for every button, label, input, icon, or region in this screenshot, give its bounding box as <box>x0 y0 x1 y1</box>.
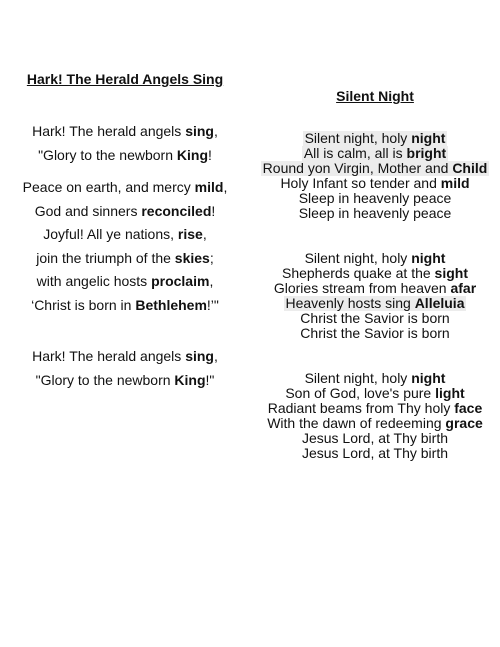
lyric-text-run <box>302 430 448 446</box>
lyric-line <box>250 371 500 386</box>
lyric-line <box>250 131 500 146</box>
bold-word: night <box>411 250 446 266</box>
silent-night-title: Silent Night <box>336 88 414 104</box>
lyric-line <box>0 273 250 290</box>
bold-word: Child <box>452 160 488 176</box>
lyric-text: , <box>223 179 228 195</box>
lyric-text: !’" <box>206 297 219 313</box>
lyric-line <box>250 311 500 326</box>
lyric-text: Shepherds quake at the <box>281 265 435 281</box>
lyric-text: Heavenly hosts sing <box>285 295 415 311</box>
lyric-text-run <box>267 415 483 431</box>
stanza <box>250 131 500 221</box>
bold-word: grace <box>445 415 483 431</box>
lyric-line <box>0 147 250 164</box>
lyric-line <box>250 251 500 266</box>
lyric-text: , <box>202 226 207 242</box>
lyric-line <box>250 446 500 461</box>
bold-word: rise <box>177 226 203 242</box>
highlighted-text <box>302 146 448 161</box>
lyric-line <box>0 203 250 220</box>
lyric-text: Hark! The herald angels <box>32 123 186 139</box>
lyric-line <box>250 176 500 191</box>
bold-word: night <box>411 370 446 386</box>
lyric-line <box>250 296 500 311</box>
bold-word: sing <box>185 123 214 139</box>
highlighted-text <box>303 131 448 146</box>
lyric-text: ! <box>208 147 212 163</box>
lyric-text: , <box>209 273 214 289</box>
bold-word: proclaim <box>151 273 210 289</box>
lyric-line <box>250 431 500 446</box>
lyric-text-run <box>305 370 446 386</box>
lyric-line <box>0 123 250 140</box>
lyric-text: Glories stream from heaven <box>273 280 451 296</box>
lyric-text: Son of God, love's pure <box>285 385 436 401</box>
lyric-line <box>0 297 250 314</box>
lyric-line <box>250 206 500 221</box>
bold-word: night <box>411 130 446 146</box>
lyric-text: Holy Infant so tender and <box>280 175 441 191</box>
highlighted-text <box>261 161 490 176</box>
lyric-text-run <box>299 190 452 206</box>
lyric-text: All is calm, all is <box>303 145 407 161</box>
lyric-text: with angelic hosts <box>36 273 152 289</box>
lyric-line <box>0 348 250 365</box>
lyric-line <box>250 161 500 176</box>
lyric-text: Jesus Lord, at Thy birth <box>301 430 449 446</box>
lyric-text: Silent night, holy <box>304 250 412 266</box>
bold-word: King <box>174 372 206 388</box>
lyric-text: Silent night, holy <box>304 130 412 146</box>
lyric-text-run <box>268 400 483 416</box>
stanza <box>250 371 500 461</box>
bold-word: mild <box>194 179 224 195</box>
lyric-text: join the triumph of the <box>36 250 175 266</box>
lyric-text: "Glory to the newborn <box>35 372 175 388</box>
lyric-text-run <box>300 310 449 326</box>
hark-herald-column <box>0 71 250 388</box>
lyric-text: Jesus Lord, at Thy birth <box>301 445 449 461</box>
lyric-text: , <box>213 123 218 139</box>
lyric-text: Joyful! All ye nations, <box>43 226 178 242</box>
bold-word: face <box>454 400 483 416</box>
bold-word: skies <box>174 250 210 266</box>
lyric-line <box>0 226 250 243</box>
bold-word: sing <box>185 348 214 364</box>
lyric-text: Radiant beams from Thy holy <box>267 400 455 416</box>
bold-word: Bethlehem <box>135 297 207 313</box>
lyric-text-run <box>302 445 448 461</box>
lyric-line <box>250 281 500 296</box>
lyric-text: ; <box>209 250 214 266</box>
lyric-text: "Glory to the newborn <box>38 147 177 163</box>
lyric-text: Hark! The herald angels <box>32 348 186 364</box>
lyric-line <box>0 179 250 196</box>
lyric-line <box>0 372 250 389</box>
lyric-text: Peace on earth, and mercy <box>22 179 195 195</box>
lyric-text: ‘Christ is born in <box>31 297 136 313</box>
bold-word: bright <box>406 145 447 161</box>
lyric-text-run <box>280 175 469 191</box>
lyric-text-run <box>299 205 452 221</box>
lyric-text: !" <box>205 372 215 388</box>
lyric-line <box>250 266 500 281</box>
bold-word: reconciled <box>141 203 212 219</box>
lyric-text-run <box>285 385 464 401</box>
lyric-line <box>250 191 500 206</box>
bold-word: King <box>176 147 209 163</box>
lyric-line <box>250 146 500 161</box>
lyric-text: Sleep in heavenly peace <box>298 190 452 206</box>
lyric-text-run <box>274 280 476 296</box>
lyric-text: God and sinners <box>34 203 142 219</box>
lyric-text: Christ the Savior is born <box>300 310 450 326</box>
lyric-text: Sleep in heavenly peace <box>298 205 452 221</box>
hark-herald-title: Hark! The Herald Angels Sing <box>26 71 224 87</box>
lyric-text: Round yon Virgin, Mother and <box>262 160 453 176</box>
lyric-line <box>250 326 500 341</box>
lyric-text: Christ the Savior is born <box>300 325 450 341</box>
lyric-line <box>250 416 500 431</box>
stanza <box>250 251 500 341</box>
lyric-text: , <box>213 348 218 364</box>
lyric-text-run <box>300 325 449 341</box>
bold-word: afar <box>450 280 477 296</box>
bold-word: light <box>435 385 465 401</box>
bold-word: sight <box>434 265 468 281</box>
silent-night-column <box>250 88 500 461</box>
lyric-text: With the dawn of redeeming <box>267 415 446 431</box>
lyric-text-run <box>282 265 468 281</box>
highlighted-text <box>284 296 467 311</box>
bold-word: mild <box>440 175 470 191</box>
lyric-text: Silent night, holy <box>304 370 412 386</box>
bold-word: Alleluia <box>414 295 465 311</box>
lyric-text: ! <box>211 203 216 219</box>
lyric-line <box>0 250 250 267</box>
lyric-line <box>250 401 500 416</box>
lyric-line <box>250 386 500 401</box>
lyric-text-run <box>305 250 446 266</box>
